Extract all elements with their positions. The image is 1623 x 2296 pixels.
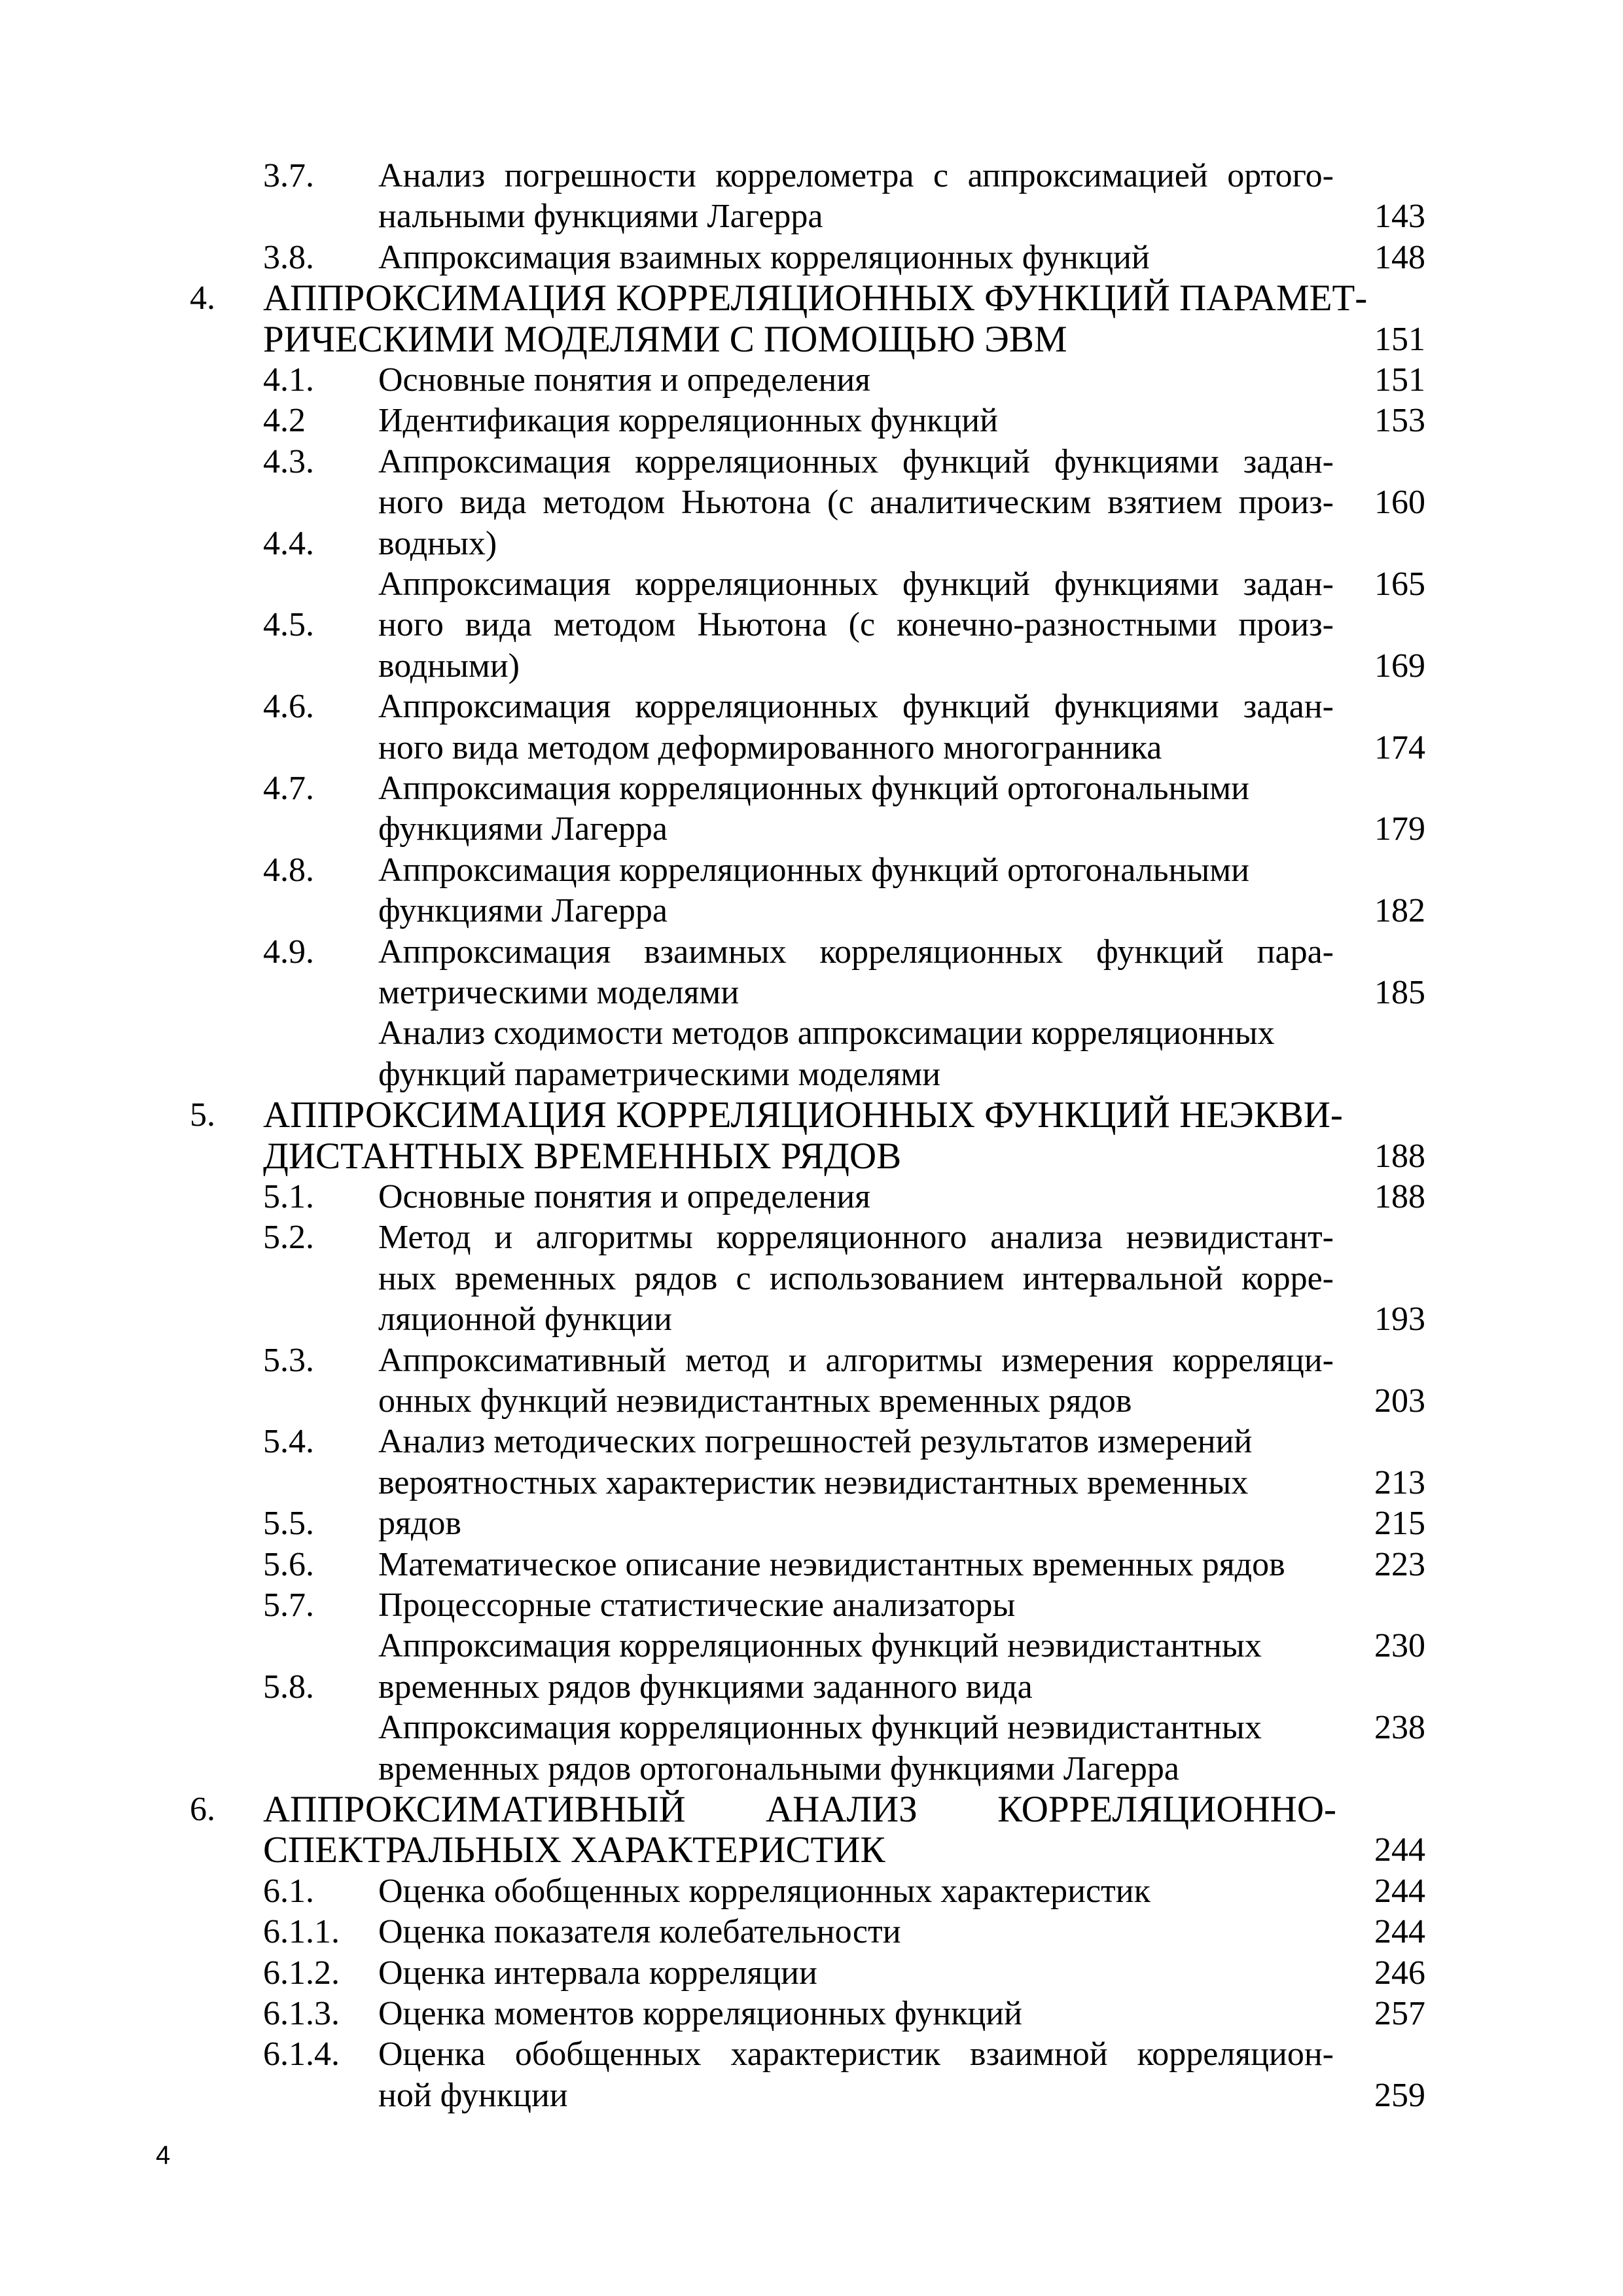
toc-entry-number: 4.4. <box>263 524 314 562</box>
toc-entry-number: 4.7. <box>263 770 314 807</box>
toc-entry-title-line: Оценка показателя колебательности <box>378 1913 901 1951</box>
toc-entry-page: 193 <box>1374 1300 1425 1338</box>
toc-entry-number: 3.8. <box>263 238 314 276</box>
toc-entry-title-line: Аппроксимация корреляционных функций функциями задан- <box>378 565 1334 603</box>
toc-entry-page: 174 <box>1374 728 1425 766</box>
toc-entry-page: 244 <box>1374 1872 1425 1910</box>
toc-entry-title-line: ной функции <box>378 2076 568 2114</box>
toc-entry-page: 182 <box>1374 892 1425 930</box>
toc-entry-title-line: Анализ погрешности коррелометра с аппроксимацией ортого- <box>378 157 1334 194</box>
toc-entry-title-line: метрическими моделями <box>378 974 740 1011</box>
toc-entry-title-line: нальными функциями Лагерра <box>378 198 823 236</box>
toc-entry-page: 223 <box>1374 1545 1425 1583</box>
toc-entry-page: 185 <box>1374 974 1425 1011</box>
toc-entry-title-line: водными) <box>378 647 520 685</box>
toc-entry-page: 257 <box>1374 1995 1425 2032</box>
toc-entry-page: 188 <box>1374 1178 1425 1215</box>
toc-entry-title-line: Оценка интервала корреляции <box>378 1954 817 1992</box>
toc-entry-title-line: Аппроксимация корреляционных функций функциями задан- <box>378 442 1334 480</box>
toc-entry-number: 6.1. <box>263 1872 314 1910</box>
toc-entry-page: 246 <box>1374 1954 1425 1992</box>
toc-entry-title-line: Анализ методических погрешностей результатов измерений <box>378 1423 1253 1461</box>
toc-entry-title-line: временных рядов функциями заданного вида <box>378 1668 1033 1706</box>
toc-entry-title-line: Анализ сходимости методов аппроксимации корреляционных <box>378 1014 1275 1052</box>
toc-entry-title-line: АППРОКСИМАЦИЯ КОРРЕЛЯЦИОННЫХ ФУНКЦИЙ ПАРАМЕТ- <box>263 278 1368 319</box>
toc-entry-title-line: ДИСТАНТНЫХ ВРЕМЕННЫХ РЯДОВ <box>263 1135 902 1177</box>
toc-entry-title-line: Основные понятия и определения <box>378 1178 871 1215</box>
toc-entry-title-line: Основные понятия и определения <box>378 361 871 399</box>
toc-entry-title-line: ного вида методом Ньютона (с аналитическим взятием произ- <box>378 484 1334 522</box>
toc-entry-number: 6.1.2. <box>263 1954 340 1992</box>
toc-entry-title-line: Аппроксимация корреляционных функций ортогональными <box>378 851 1250 889</box>
toc-entry-title-line: функций параметрическими моделями <box>378 1055 941 1093</box>
toc-entry-number: 5.1. <box>263 1178 314 1215</box>
toc-entry-number: 6.1.3. <box>263 1995 340 2032</box>
toc-entry-title-line: Метод и алгоритмы корреляционного анализа неэвидистант- <box>378 1219 1334 1257</box>
toc-entry-title-line: ляционной функции <box>378 1300 672 1338</box>
toc-entry-page: 169 <box>1374 647 1425 685</box>
toc-entry-number: 5.7. <box>263 1587 314 1624</box>
toc-entry-number: 5.2. <box>263 1219 314 1257</box>
toc-entry-title-line: ного вида методом деформированного многогранника <box>378 728 1162 766</box>
toc-entry-number: 5.4. <box>263 1423 314 1461</box>
toc-entry-number: 5.6. <box>263 1545 314 1583</box>
toc-entry-title-line: Математическое описание неэвидистантных временных рядов <box>378 1545 1285 1583</box>
toc-entry-title-line: Оценка обобщенных корреляционных характеристик <box>378 1872 1150 1910</box>
toc-entry-number: 3.7. <box>263 157 314 194</box>
toc-entry-title-line: Идентификация корреляционных функций <box>378 402 998 440</box>
toc-entry-number: 4.9. <box>263 933 314 971</box>
toc-entry-number: 4.3. <box>263 442 314 480</box>
toc-entry-title-line: ного вида методом Ньютона (с конечно-разностными произ- <box>378 606 1334 644</box>
toc-entry-number: 5.8. <box>263 1668 314 1706</box>
toc-entry-page: 244 <box>1374 1831 1425 1869</box>
toc-entry-title-line: функциями Лагерра <box>378 810 668 848</box>
toc-entry-number: 6.1.1. <box>263 1913 340 1951</box>
toc-entry-page: 213 <box>1374 1463 1425 1501</box>
toc-entry-number: 4.6. <box>263 688 314 726</box>
toc-entry-number: 4.2 <box>263 402 306 440</box>
toc-entry-page: 148 <box>1374 238 1425 276</box>
toc-entry-title-line: онных функций неэвидистантных временных рядов <box>378 1382 1132 1420</box>
toc-entry-page: 151 <box>1374 361 1425 399</box>
toc-entry-title-line: АППРОКСИМАТИВНЫЙ АНАЛИЗ КОРРЕЛЯЦИОННО- <box>263 1789 1336 1830</box>
toc-entry-page: 151 <box>1374 320 1425 358</box>
toc-entry-number: 4.1. <box>263 361 314 399</box>
toc-entry-page: 188 <box>1374 1137 1425 1175</box>
toc-entry-title-line: Аппроксимация корреляционных функций неэвидистантных <box>378 1627 1262 1665</box>
toc-entry-title-line: СПЕКТРАЛЬНЫХ ХАРАКТЕРИСТИК <box>263 1829 885 1871</box>
toc-entry-title-line: Аппроксимация корреляционных функций ортогональными <box>378 770 1250 807</box>
toc-entry-title-line: Аппроксимативный метод и алгоритмы измерения корреляци- <box>378 1341 1334 1379</box>
toc-entry-title-line: АППРОКСИМАЦИЯ КОРРЕЛЯЦИОННЫХ ФУНКЦИЙ НЕЭКВИ- <box>263 1094 1343 1136</box>
toc-entry-title-line: Аппроксимация корреляционных функций неэвидистантных <box>378 1709 1262 1747</box>
toc-entry-title-line: Оценка моментов корреляционных функций <box>378 1995 1022 2032</box>
toc-entry-title-line: РИЧЕСКИМИ МОДЕЛЯМИ С ПОМОЩЬЮ ЭВМ <box>263 318 1067 360</box>
toc-entry-title-line: рядов <box>378 1505 461 1543</box>
toc-entry-page: 244 <box>1374 1913 1425 1951</box>
toc-entry-page: 215 <box>1374 1505 1425 1543</box>
toc-entry-title-line: временных рядов ортогональными функциями Лагерра <box>378 1749 1180 1787</box>
toc-entry-number: 4.8. <box>263 851 314 889</box>
toc-entry-title-line: ных временных рядов с использованием интервальной корре- <box>378 1259 1334 1297</box>
toc-entry-title-line: функциями Лагерра <box>378 892 668 930</box>
toc-entry-title-line: Аппроксимация взаимных корреляционных функций пара- <box>378 933 1334 971</box>
toc-entry-number: 4.5. <box>263 606 314 644</box>
toc-entry-title-line: Аппроксимация взаимных корреляционных функций <box>378 238 1150 276</box>
toc-entry-page: 143 <box>1374 198 1425 236</box>
toc-entry-page: 165 <box>1374 565 1425 603</box>
toc-entry-number: 5.5. <box>263 1505 314 1543</box>
toc-entry-title-line: Оценка обобщенных характеристик взаимной корреляцион- <box>378 2036 1334 2073</box>
toc-entry-number: 4. <box>190 279 215 317</box>
toc-entry-title-line: Процессорные статистические анализаторы <box>378 1587 1016 1624</box>
toc-entry-number: 6.1.4. <box>263 2036 340 2073</box>
toc-entry-title-line: Аппроксимация корреляционных функций функциями задан- <box>378 688 1334 726</box>
toc-entry-title-line: водных) <box>378 524 497 562</box>
toc-entry-page: 179 <box>1374 810 1425 848</box>
page-number: 4 <box>156 2141 171 2170</box>
toc-entry-title-line: вероятностных характеристик неэвидистантных временных <box>378 1463 1249 1501</box>
toc-entry-page: 259 <box>1374 2076 1425 2114</box>
toc-entry-number: 5.3. <box>263 1341 314 1379</box>
toc-entry-page: 203 <box>1374 1382 1425 1420</box>
toc-entry-number: 5. <box>190 1096 215 1134</box>
toc-entry-page: 153 <box>1374 402 1425 440</box>
toc-entry-number: 6. <box>190 1791 215 1828</box>
toc-entry-page: 160 <box>1374 484 1425 522</box>
toc-entry-page: 238 <box>1374 1709 1425 1747</box>
toc-entry-page: 230 <box>1374 1627 1425 1665</box>
